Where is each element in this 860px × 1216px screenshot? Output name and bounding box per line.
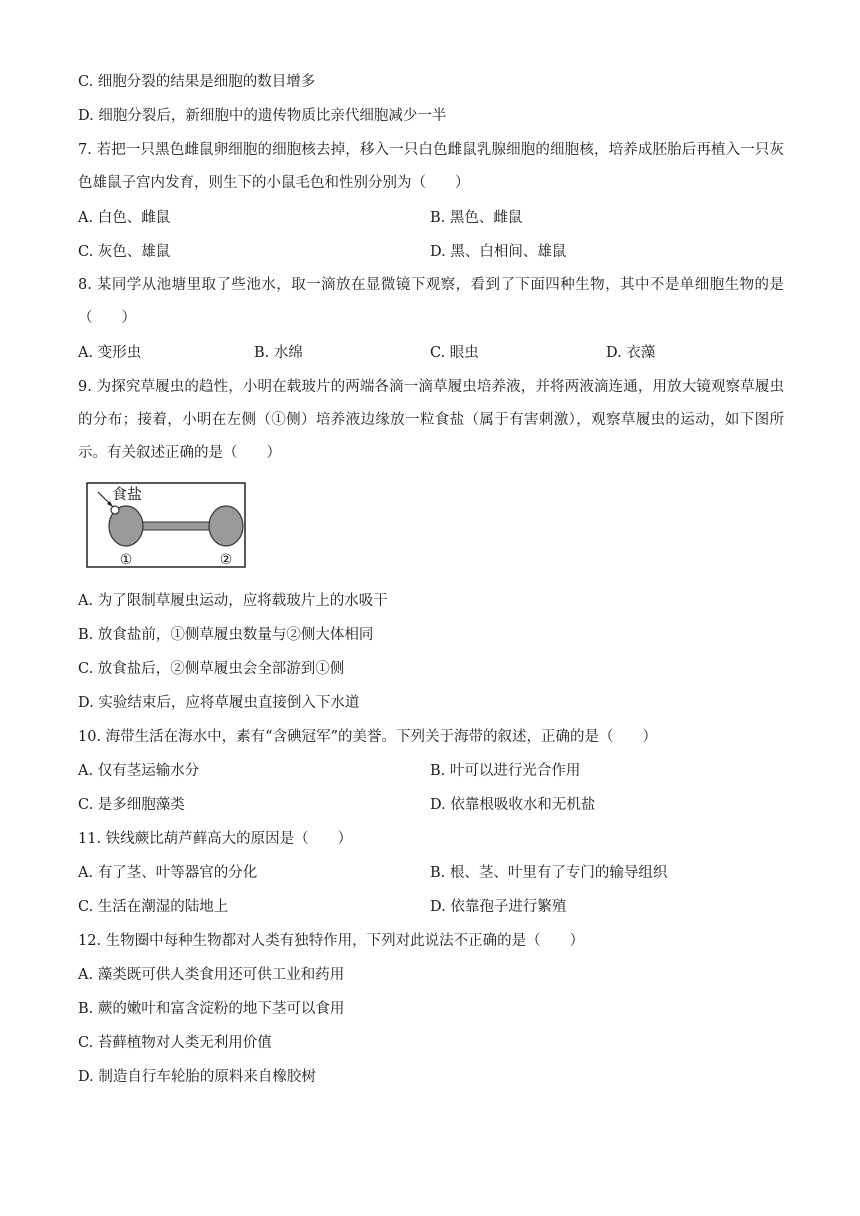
q12-option-a: A. 藻类既可供人类食用还可供工业和药用 <box>78 967 345 983</box>
q11-option-c: C. 生活在潮湿的陆地上 <box>78 899 229 915</box>
q9-stem: 9. 为探究草履虫的趋性，小明在载玻片的两端各滴一滴草履虫培养液，并将两液滴连通，用放大镜观察草履虫的分布；接着，小明在左侧（①侧）培养液边缘放一粒食盐（属于有害刺激），观察草履虫的运动，如下图所示。有关叙述正确的是（ ） <box>78 379 784 461</box>
left-side-label: ① <box>119 552 133 568</box>
q7-stem: 7. 若把一只黑色雌鼠卵细胞的细胞核去掉，移入一只白色雌鼠乳腺细胞的细胞核，培养成胚胎后再植入一只灰色雄鼠子宫内发育，则生下的小鼠毛色和性别分别为（ ） <box>78 142 784 191</box>
salt-grain <box>111 506 119 514</box>
q9-option-b: B. 放食盐前，①侧草履虫数量与②侧大体相同 <box>78 627 374 643</box>
right-side-label: ② <box>219 552 233 568</box>
q8-option-d: D. 衣藻 <box>606 345 656 361</box>
q6-option-c: C. 细胞分裂的结果是细胞的数目增多 <box>78 74 316 90</box>
right-culture-drop <box>209 506 243 546</box>
q12-option-d: D. 制造自行车轮胎的原料来自橡胶树 <box>78 1069 316 1085</box>
q11-option-d: D. 依靠孢子进行繁殖 <box>430 899 567 915</box>
q9-option-c: C. 放食盐后，②侧草履虫会全部游到①侧 <box>78 661 345 677</box>
q10-option-c: C. 是多细胞藻类 <box>78 797 185 813</box>
q12-option-b: B. 蕨的嫩叶和富含淀粉的地下茎可以食用 <box>78 1001 345 1017</box>
q6-option-d: D. 细胞分裂后，新细胞中的遗传物质比亲代细胞减少一半 <box>78 108 447 124</box>
q10-option-a: A. 仅有茎运输水分 <box>78 763 200 779</box>
q12-option-c: C. 苔藓植物对人类无利用价值 <box>78 1035 272 1051</box>
salt-label: 食盐 <box>112 485 143 503</box>
q10-stem: 10. 海带生活在海水中，素有“含碘冠军”的美誉。下列关于海带的叙述，正确的是（ ） <box>78 729 657 745</box>
q9-option-a: A. 为了限制草履虫运动，应将载玻片上的水吸干 <box>78 593 388 609</box>
q7-option-a: A. 白色、雌鼠 <box>78 210 171 226</box>
q10-option-b: B. 叶可以进行光合作用 <box>430 763 581 779</box>
q7-option-b: B. 黑色、雌鼠 <box>430 210 523 226</box>
q10-option-d: D. 依靠根吸收水和无机盐 <box>430 797 596 813</box>
q8-option-a: A. 变形虫 <box>78 345 142 361</box>
q11-option-a: A. 有了茎、叶等器官的分化 <box>78 865 258 881</box>
q8-option-b: B. 水绵 <box>254 345 303 361</box>
q7-option-d: D. 黑、白相间、雄鼠 <box>430 244 567 260</box>
paramecium-experiment-diagram <box>86 482 246 568</box>
q9-option-d: D. 实验结束后，应将草履虫直接倒入下水道 <box>78 695 360 711</box>
q12-stem: 12. 生物圈中每种生物都对人类有独特作用，下列对此说法不正确的是（ ） <box>78 933 585 949</box>
q8-stem: 8. 某同学从池塘里取了些池水，取一滴放在显微镜下观察，看到了下面四种生物，其中不是单细胞生物的是（ ） <box>78 277 784 326</box>
q11-stem: 11. 铁线蕨比葫芦藓高大的原因是（ ） <box>78 831 353 847</box>
q11-option-b: B. 根、茎、叶里有了专门的输导组织 <box>430 865 668 881</box>
q7-option-c: C. 灰色、雄鼠 <box>78 244 171 260</box>
q8-option-c: C. 眼虫 <box>430 345 479 361</box>
